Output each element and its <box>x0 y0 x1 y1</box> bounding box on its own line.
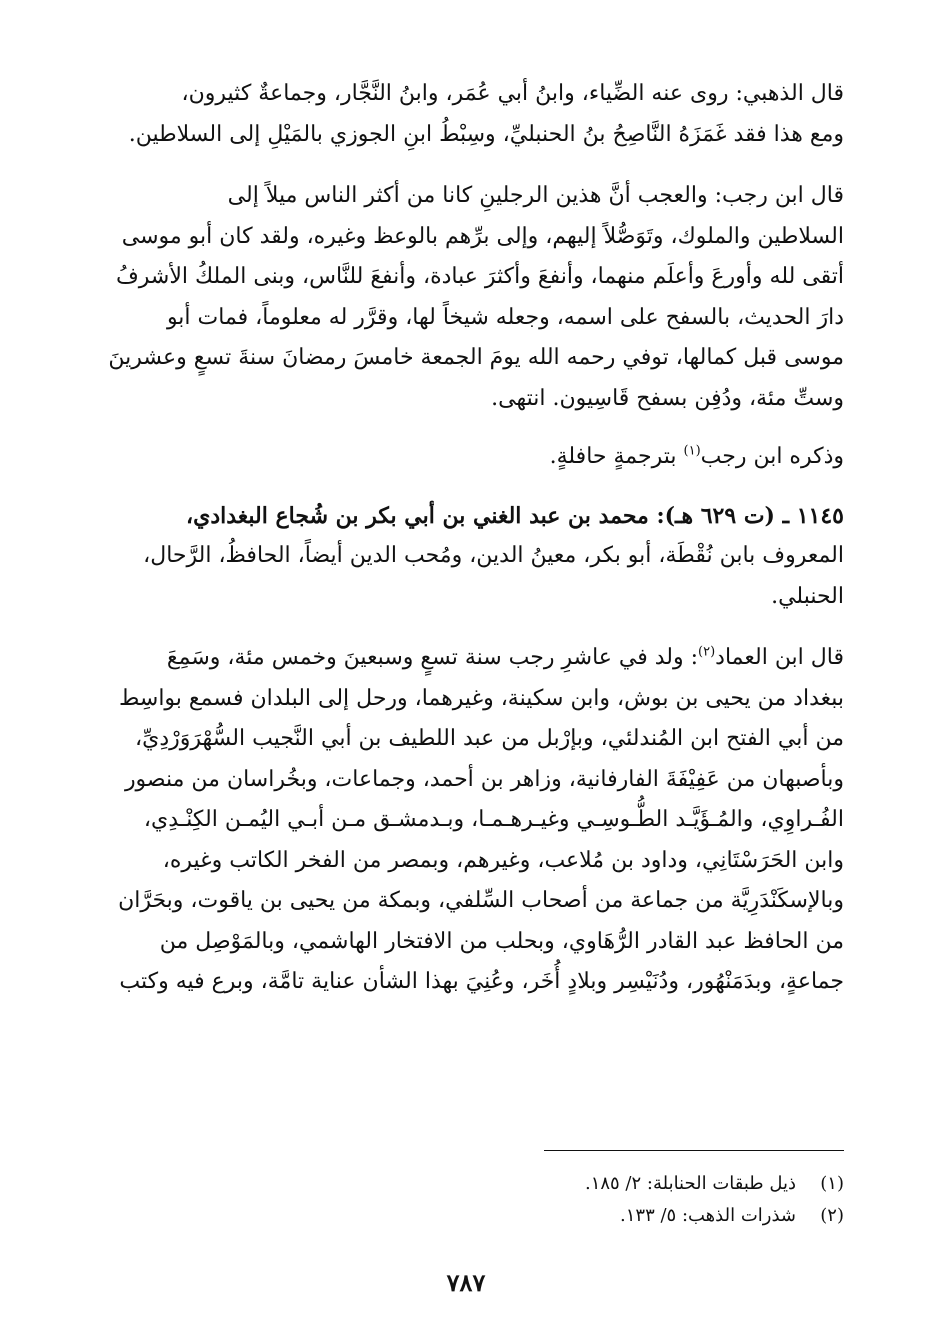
bio-text-rest: : ولد في عاشرِ رجب سنة تسعٍ وسبعينَ وخمس مئة، وسَمِعَ <box>166 645 699 670</box>
text-line: وستِّ مئة، ودُفِن بسفح قَاسِيون. انتهى. <box>491 385 844 411</box>
mention-text-end: بترجمةٍ حافلةٍ. <box>549 444 684 469</box>
text-line <box>96 638 844 679</box>
text-line: المعروف بابن نُقْطَة، أبو بكر، معينُ الدين، ومُحب الدين أيضاً، الحافظُ، الرَّحال، <box>143 543 844 568</box>
paragraph-ibn-al-imad <box>96 638 844 1003</box>
footnote-number: (١) <box>820 1173 844 1194</box>
footnote-divider <box>544 1150 844 1151</box>
text-line: وبأصبهان من عَفِيْفَةَ الفارفانية، وزاهر بن أحمد، وجماعات، وبخُراسان من منصور <box>124 766 844 792</box>
text-line: الفُـراوِي، والمُـؤَيَّـد الطُّـوسِـي وغيـرهـمـا، وبـدمشـق مـن أبـي اليُمـن الكِنْـدِي، <box>143 807 844 832</box>
text-line: من أبي الفتح ابن المُندلئي، وبإرْبل من عبد اللطيف بن أبي النَّجيب السُّهْرَوَرْدِيِّ، <box>135 726 844 751</box>
text-line: الحنبلي. <box>771 583 844 609</box>
text-line: وابن الحَرَسْتَانِي، وداود بن مُلاعب، وغيرهم، وبمصر من الفخر الكاتب وغيره، <box>162 847 844 873</box>
footnote-2 <box>96 1200 844 1232</box>
footnote-text: ذيل طبقات الحنابلة: ٢/ ١٨٥. <box>584 1173 796 1194</box>
text-line: ومع هذا فقد غَمَزَهُ النَّاصِحُ بنُ الحنبليِّ، وسِبْطُ ابنِ الجوزي بالمَيْلِ إلى السلاطين. <box>128 121 844 147</box>
text-line: السلاطين والملوك، وتَوَصُّلاً إليهم، وإلى برِّهم بالوعظ وغيره، ولقد كان أبو موسى <box>121 223 844 249</box>
mention-text: وذكره ابن رجب <box>700 444 844 469</box>
text-line <box>96 437 844 478</box>
footnote-1 <box>96 1168 844 1200</box>
footnote-ref-1[interactable]: (١) <box>683 443 701 459</box>
text-line: دارَ الحديث، بالسفح على اسمه، وجعله شيخاً لها، وقرَّر له معلوماً، فمات أبو <box>166 304 844 330</box>
paragraph-dhahabi <box>96 74 844 155</box>
paragraph-mention <box>96 437 844 478</box>
footnote-ref-2[interactable]: (٢) <box>698 644 716 660</box>
entry-1145 <box>96 496 844 618</box>
text-line: من الحافظ عبد القادر الرُّهَاوي، وبحلب من الافتخار الهاشمي، وبالمَوْصِل من <box>159 928 844 954</box>
text-line: قال ابن رجب: والعجب أنَّ هذين الرجلينِ كانا من أكثر الناس ميلاً إلى <box>227 183 844 208</box>
entry-heading: ١١٤٥ ـ (ت ٦٢٩ هـ): محمد بن عبد الغني بن أبي بكر بن شُجاع البغدادي، <box>186 502 844 529</box>
paragraph-ibn-rajab <box>96 176 844 419</box>
footnote-text: شذرات الذهب: ٥/ ١٣٣. <box>620 1205 796 1226</box>
page-number: ٧٨٧ <box>446 1268 486 1297</box>
text-line: قال الذهبي: روى عنه الضِّياء، وابنُ أبي عُمَر، وابنُ النَّجَّار، وجماعةٌ كثيرون، <box>181 81 844 106</box>
text-line: موسى قبل كمالها، توفي رحمه الله يومَ الجمعة خامسَ رمضانَ سنةَ تسعٍ وعشرينَ <box>108 345 844 370</box>
bio-text-start: قال ابن العماد <box>715 645 844 670</box>
text-line: أتقى لله وأورعَ وأعلَم منهما، وأنفعَ وأكثرَ عبادة، وأنفعَ للنَّاس، وبنى الملكُ الأشرفُ <box>115 264 844 289</box>
footnotes <box>96 1168 844 1232</box>
text-line: وبالإسكَنْدَرِيَّة من جماعة من أصحاب السِّلفي، وبمكة من يحيى بن ياقوت، وبحَرَّان <box>118 888 844 913</box>
text-line: جماعةٍ، وبدَمَنْهُور، ودُنَيْسِر وبلادٍ أُخَر، وعُنِيَ بهذا الشأن عناية تامَّة، وبرع فيه وكتب <box>119 969 844 994</box>
footnote-number: (٢) <box>820 1205 844 1226</box>
text-line: ببغداد من يحيى بن بوش، وابن سكينة، وغيرهما، ورحل إلى البلدان فسمع بواسِط <box>119 685 844 711</box>
